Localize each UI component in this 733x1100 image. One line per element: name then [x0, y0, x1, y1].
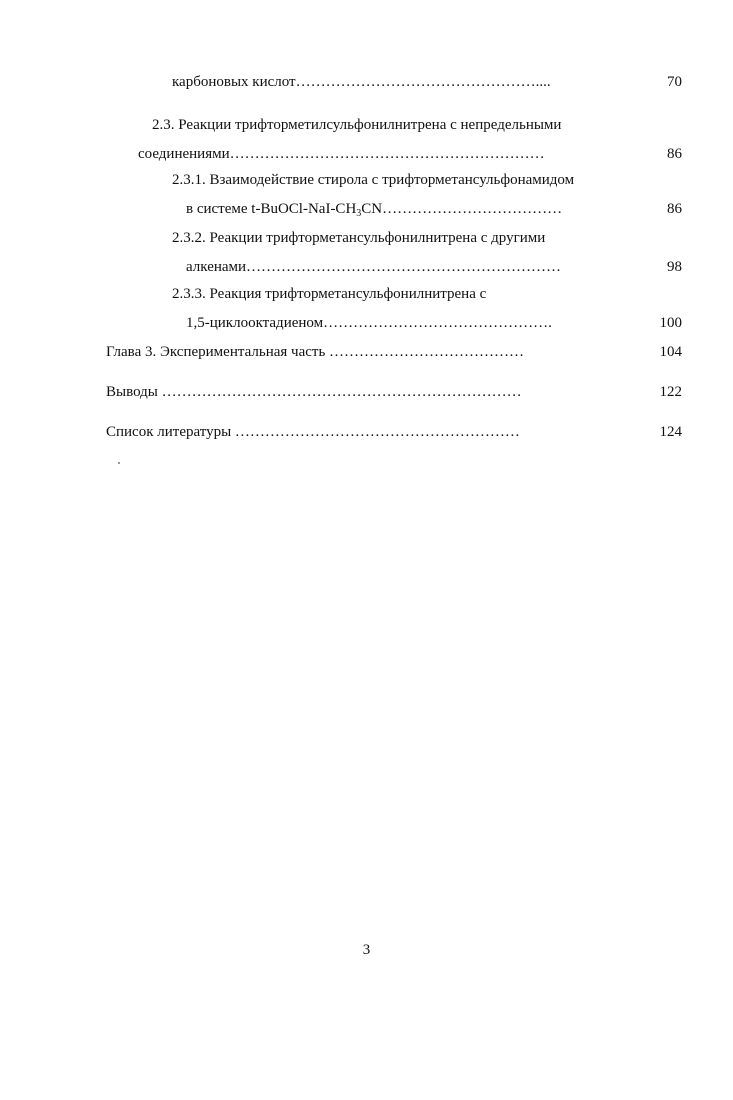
toc-entry-text: алкенами……………………………………………………… — [186, 259, 562, 275]
toc-entry-text: Выводы ……………………………………………………………… — [106, 384, 522, 400]
toc-entry-text-post: CN……………………………… — [361, 201, 563, 217]
toc-page-number: 104 — [659, 344, 682, 360]
toc-entry-2-3-3-line1: 2.3.3. Реакция трифторметансульфонилнитрена с — [172, 286, 487, 302]
page-number: 3 — [362, 942, 371, 958]
toc-entry-2-3-1-line1: 2.3.1. Взаимодействие стирола с трифторметансульфонамидом — [172, 172, 575, 188]
toc-entry-text: соединениями……………………………………………………… — [138, 146, 545, 162]
toc-page-number: 86 — [667, 146, 682, 162]
toc-page-number: 70 — [667, 74, 682, 90]
toc-page-number: 100 — [659, 315, 682, 331]
toc-entry-text-pre: в системе t-BuOCl-NaI-CH — [186, 201, 357, 217]
toc-page-number: 98 — [667, 259, 682, 275]
toc-page-number: 122 — [659, 384, 682, 400]
toc-entry-text — [186, 199, 562, 221]
toc-page-number: 124 — [659, 424, 682, 440]
subscript: 3 — [356, 208, 362, 219]
scan-speck — [118, 462, 120, 464]
toc-entry-2-3-line1: 2.3. Реакции трифторметилсульфонилнитрена с непредельными — [152, 117, 562, 133]
toc-entry-2-3-2-line1: 2.3.2. Реакции трифторметансульфонилнитрена с другими — [172, 230, 546, 246]
toc-entry-text: Глава 3. Экспериментальная часть ………………………………… — [106, 344, 525, 360]
toc-page-number: 86 — [667, 201, 682, 217]
toc-entry-text: Список литературы ………………………………………………… — [106, 424, 520, 440]
toc-entry-text: карбоновых кислот………………………………………….... — [172, 74, 551, 90]
toc-entry-text: 1,5-циклооктадиеном………………………………………. — [186, 315, 552, 331]
